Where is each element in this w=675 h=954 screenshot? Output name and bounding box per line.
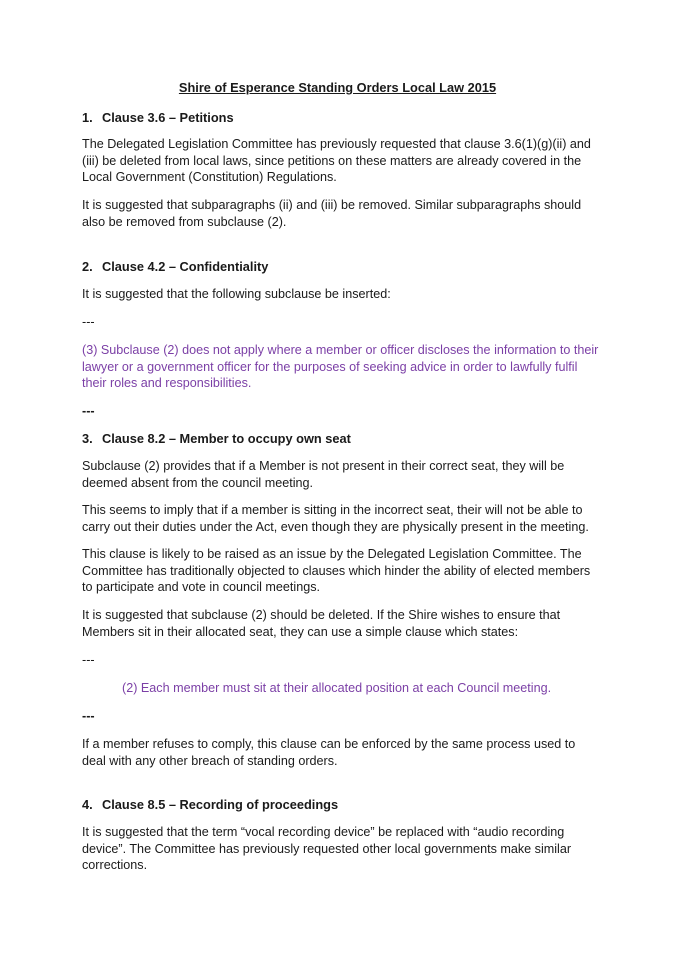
section-number: 2. (82, 259, 93, 274)
section-4-heading (82, 797, 339, 814)
dash-separator: --- (82, 709, 95, 723)
paragraph: If a member refuses to comply, this clause can be enforced by the same process used to deal with any other breach of standing orders. (82, 737, 576, 768)
dash-separator: --- (82, 404, 95, 418)
section-title: Clause 4.2 – Confidentiality (102, 259, 269, 274)
section-3-heading (82, 431, 351, 448)
paragraph: This clause is likely to be raised as an issue by the Delegated Legislation Committee. The Committee has traditionally objected to clauses which hinder the ability of elected members to participate and vote in council meetings. (82, 547, 591, 595)
section-number: 1. (82, 110, 93, 125)
section-title: Clause 8.2 – Member to occupy own seat (102, 431, 351, 446)
paragraph: It is suggested that subclause (2) should be deleted. If the Shire wishes to ensure that Members sit in their allocated seat, they can use a simple clause which states: (82, 608, 561, 639)
paragraph: Subclause (2) provides that if a Member is not present in their correct seat, they will be deemed absent from the council meeting. (82, 459, 565, 490)
paragraph: It is suggested that subparagraphs (ii) and (iii) be removed. Similar subparagraphs should also be removed from subclause (2). (82, 198, 582, 229)
section-2-heading (82, 259, 269, 276)
dash-separator: --- (82, 315, 95, 329)
section-1-heading (82, 110, 234, 127)
inserted-subclause: (3) Subclause (2) does not apply where a member or officer discloses the information to their lawyer or a government officer for the purposes of seeking advice in order to lawfully fulfil their roles and responsibilities. (82, 343, 599, 391)
section-number: 3. (82, 431, 93, 446)
section-title: Clause 8.5 – Recording of proceedings (102, 797, 339, 812)
section-number: 4. (82, 797, 93, 812)
paragraph: It is suggested that the following subclause be inserted: (82, 287, 391, 301)
section-title: Clause 3.6 – Petitions (102, 110, 234, 125)
paragraph: It is suggested that the term “vocal recording device” be replaced with “audio recording device”. The Committee has previously requested other local governments make similar corrections. (82, 825, 572, 873)
inserted-subclause: (2) Each member must sit at their allocated position at each Council meeting. (122, 681, 552, 695)
document-title: Shire of Esperance Standing Orders Local Law 2015 (178, 80, 497, 95)
paragraph: The Delegated Legislation Committee has previously requested that clause 3.6(1)(g)(ii) and (iii) be deleted from local laws, since petitions on these matters are already covered in the Local Government (Constitution) Regulations. (82, 137, 591, 185)
dash-separator: --- (82, 653, 95, 667)
paragraph: This seems to imply that if a member is sitting in the incorrect seat, their will not be able to carry out their duties under the Act, even though they are physically present in the meeting. (82, 503, 589, 534)
